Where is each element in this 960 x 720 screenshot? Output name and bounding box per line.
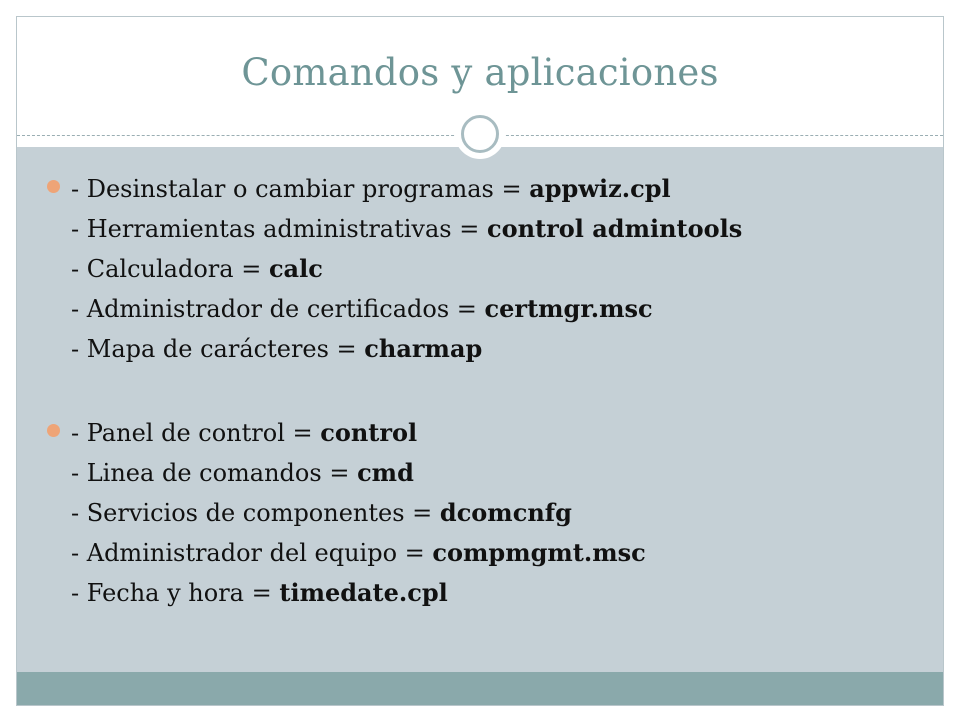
line-command: appwiz.cpl: [529, 174, 671, 203]
bullet-line: [71, 573, 927, 613]
line-label: - Desinstalar o cambiar programas =: [71, 175, 530, 203]
bullet-line: [71, 533, 927, 573]
line-label: - Mapa de carácteres =: [71, 335, 365, 363]
line-command: dcomcnfg: [439, 498, 572, 527]
line-label: - Linea de comandos =: [71, 459, 358, 487]
line-command: control admintools: [486, 214, 743, 243]
line-command: timedate.cpl: [279, 578, 448, 607]
bullet-line: [71, 493, 927, 533]
divider-ring-icon: [455, 109, 505, 159]
line-command: certmgr.msc: [484, 294, 653, 323]
bullet-line: [71, 209, 927, 249]
bullet-list: [47, 169, 927, 657]
slide-title: Comandos y aplicaciones: [241, 51, 719, 94]
line-label: - Herramientas administrativas =: [71, 215, 487, 243]
line-command: control: [320, 418, 418, 447]
bullet-dot-icon: [47, 424, 60, 437]
content-area: [17, 147, 943, 672]
bullet-line: [71, 289, 927, 329]
line-label: - Administrador de certificados =: [71, 295, 485, 323]
bullet-line: [71, 413, 927, 453]
slide: [16, 16, 944, 706]
bullet-line: [71, 329, 927, 369]
line-command: charmap: [364, 334, 483, 363]
line-label: - Calculadora =: [71, 255, 269, 283]
line-label: - Panel de control =: [71, 419, 321, 447]
line-label: - Administrador del equipo =: [71, 539, 433, 567]
bullet-dot-icon: [47, 180, 60, 193]
bottom-bar: [17, 672, 943, 705]
ring-inner: [461, 115, 499, 153]
line-command: compmgmt.msc: [432, 538, 646, 567]
bullet-item: [47, 413, 927, 613]
bullet-item: [47, 169, 927, 369]
line-command: cmd: [357, 458, 414, 487]
bullet-line: [71, 453, 927, 493]
bullet-line: [71, 249, 927, 289]
bullet-line: [71, 169, 927, 209]
line-label: - Servicios de componentes =: [71, 499, 440, 527]
line-label: - Fecha y hora =: [71, 579, 280, 607]
line-command: calc: [268, 254, 323, 283]
